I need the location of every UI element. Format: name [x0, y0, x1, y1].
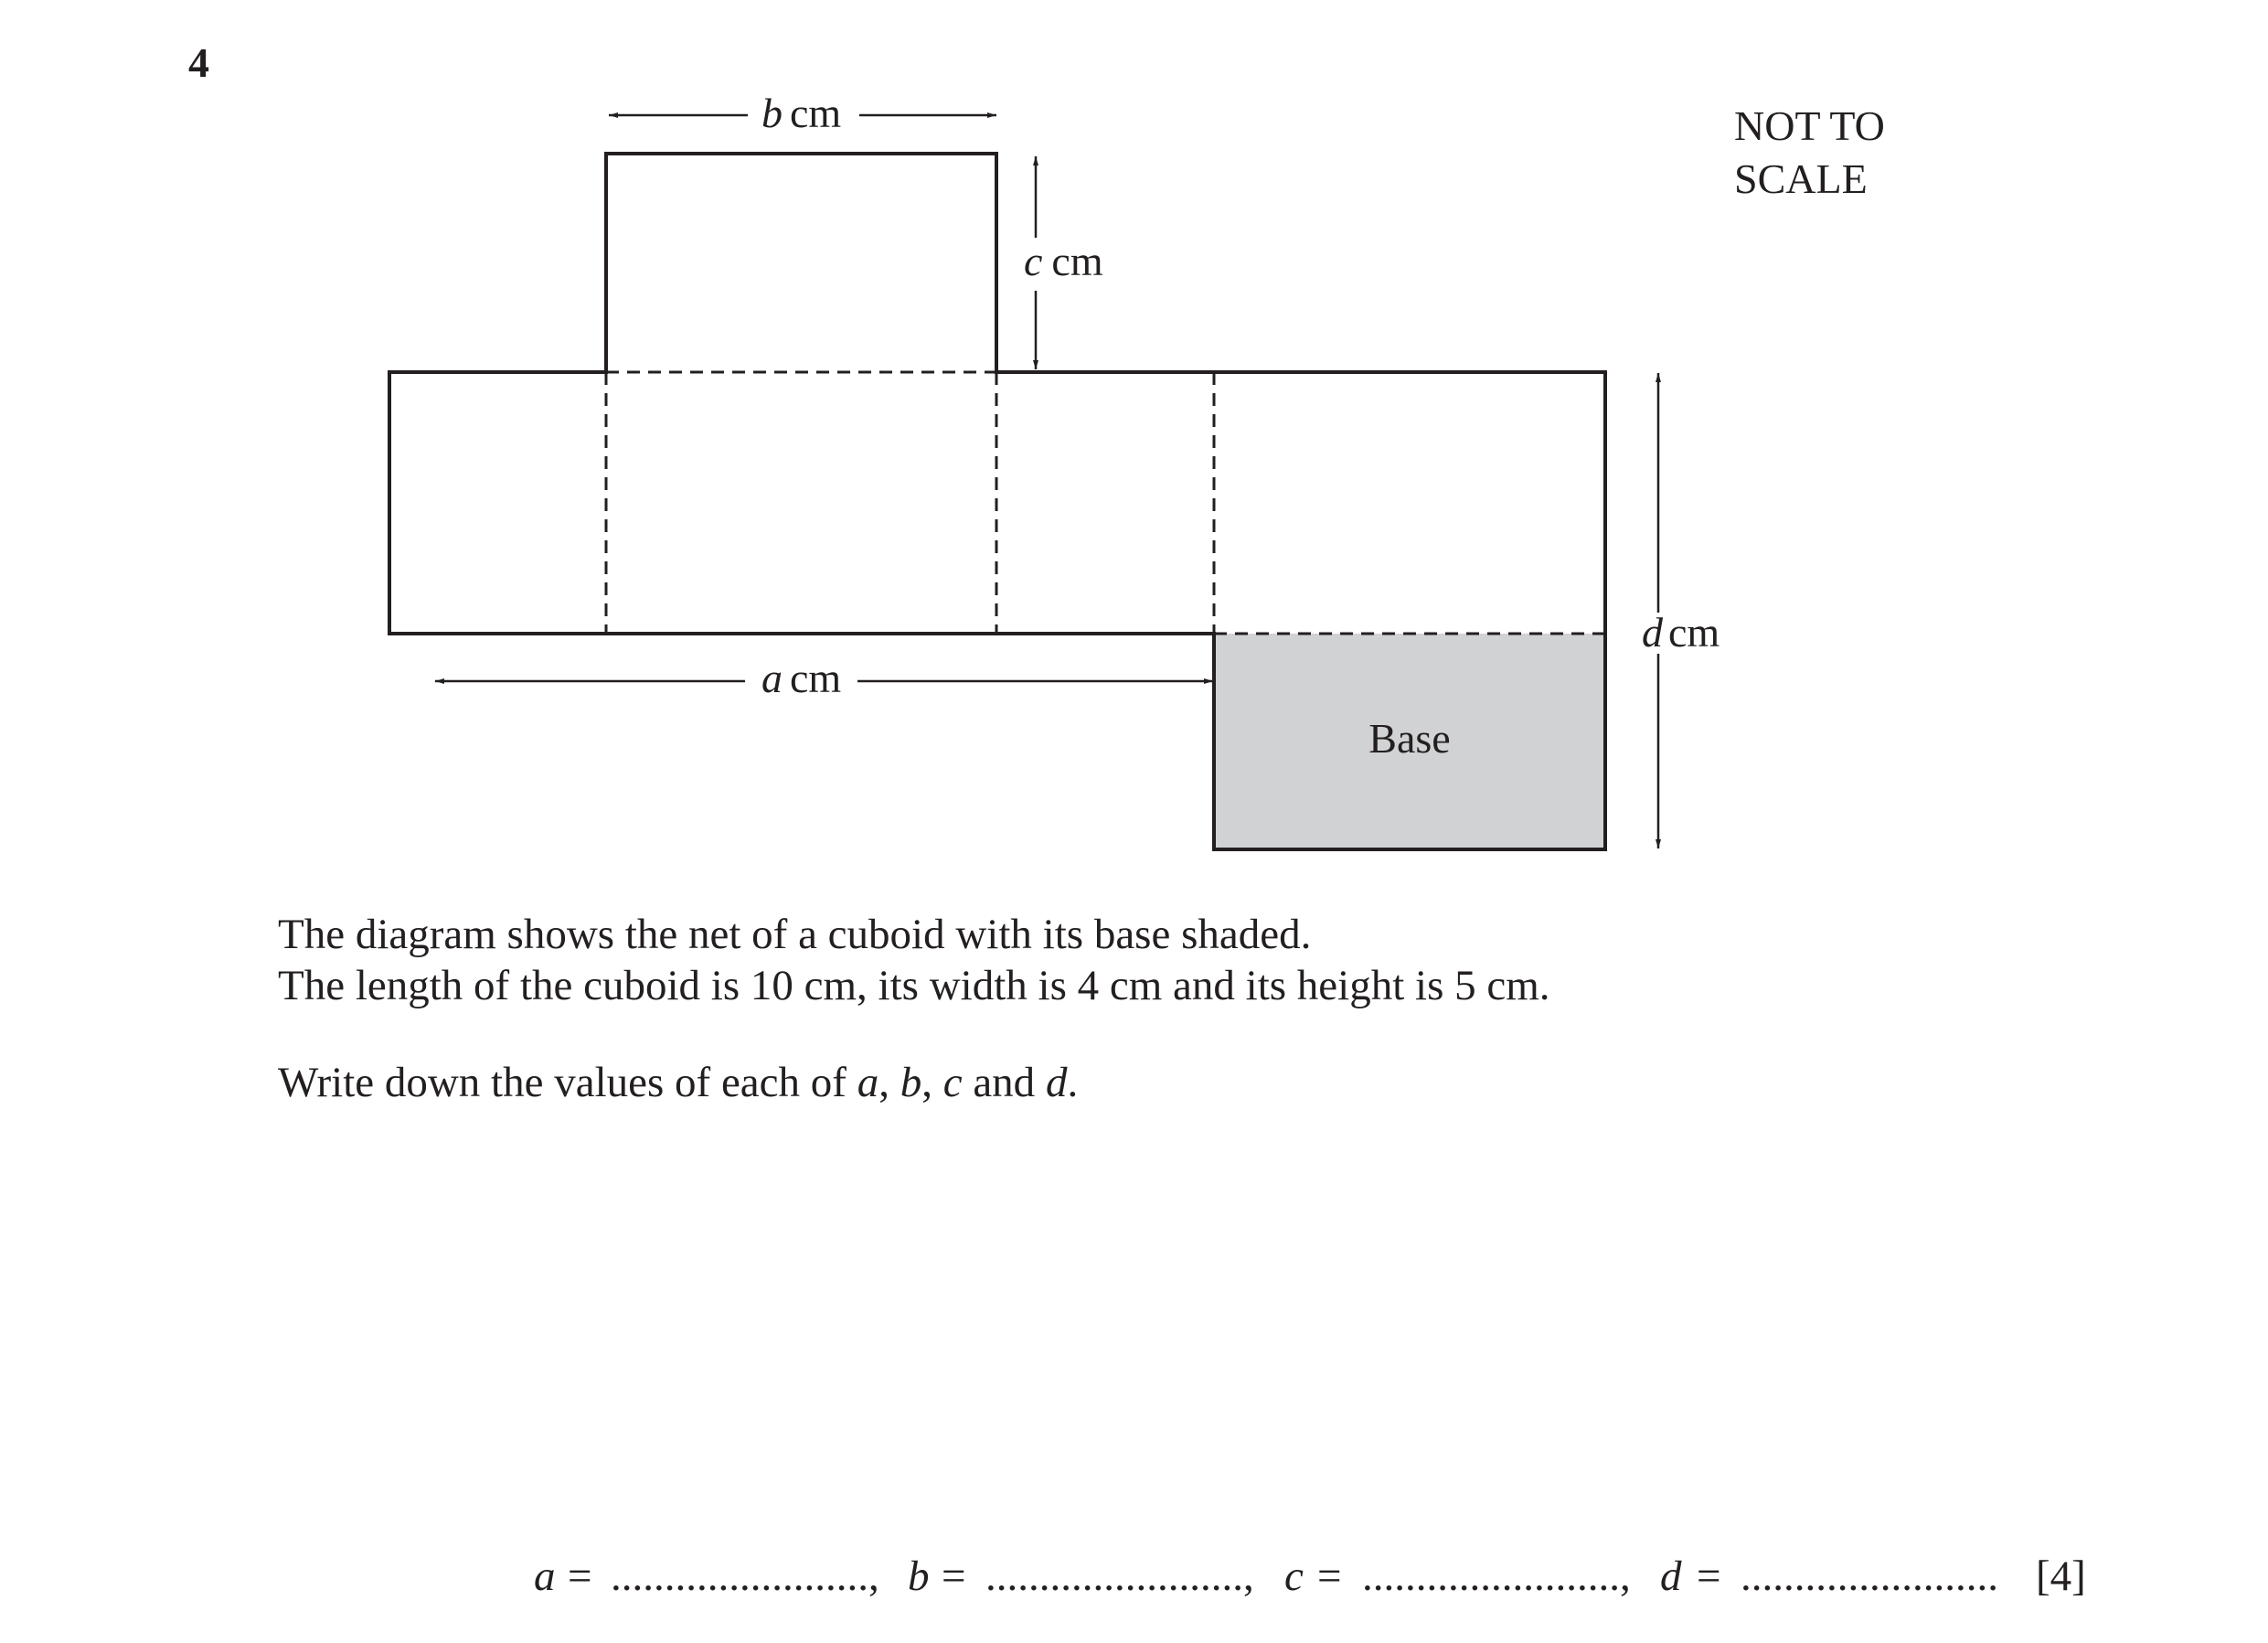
label-a: a cm — [761, 655, 842, 701]
question-instruction: Write down the values of each of a, b, c and d. — [278, 1059, 1079, 1106]
answer-d-equals: = — [1697, 1552, 1721, 1600]
answer-b-label: b — [908, 1552, 930, 1600]
answer-a-field[interactable]: ........................, — [611, 1552, 879, 1600]
question-text-line2: The length of the cuboid is 10 cm, its width is 4 cm and its height is 5 cm. — [278, 962, 1550, 1009]
answer-d-label: d — [1660, 1552, 1682, 1600]
question-number: 4 — [188, 39, 209, 86]
base-label: Base — [1368, 715, 1451, 762]
answer-b-equals: = — [942, 1552, 966, 1600]
marks-badge: [4] — [2036, 1552, 2086, 1600]
answer-b-field[interactable]: ........................, — [985, 1552, 1254, 1600]
not-to-scale-line2: SCALE — [1734, 155, 1868, 202]
label-b: b cm — [761, 90, 842, 136]
answer-a-equals: = — [568, 1552, 592, 1600]
question-text-line1: The diagram shows the net of a cuboid with its base shaded. — [278, 911, 1312, 958]
not-to-scale-line1: NOT TO — [1734, 102, 1885, 149]
answer-c-equals: = — [1317, 1552, 1342, 1600]
fold-lines — [606, 372, 1605, 634]
label-c: c cm — [1024, 238, 1103, 284]
answer-c-label: c — [1284, 1552, 1304, 1600]
label-d: d cm — [1642, 609, 1720, 656]
answer-c-field[interactable]: ........................, — [1362, 1552, 1631, 1600]
answer-a-label: a — [534, 1552, 556, 1600]
answer-d-field[interactable]: ........................ — [1741, 1552, 1998, 1600]
answer-line — [0, 1552, 2268, 1606]
